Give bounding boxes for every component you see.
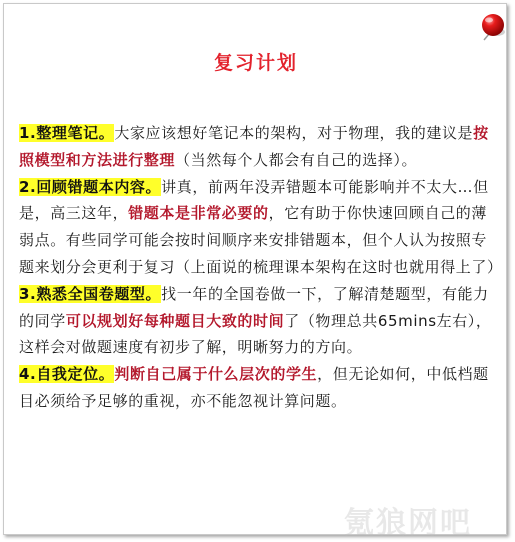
plan-list xyxy=(19,120,503,415)
plan-item-heading: 3.熟悉全国卷题型。 xyxy=(19,284,162,303)
page-title: 复习计划 xyxy=(213,52,298,74)
plan-item-text: （当然每个人都会有自己的选择）。 xyxy=(175,150,418,169)
plan-item-emphasis: 判断自己属于什么层次的学生 xyxy=(114,365,318,384)
plan-item-text: 大家应该想好笔记本的架构，对于物理，我的建议是 xyxy=(114,124,474,142)
plan-item-emphasis: 错题本是非常必要的 xyxy=(128,204,269,223)
plan-item-text: 了（物理总共65mins左右），这样会对做题速度有初步了解，明晰努力的方向。 xyxy=(19,311,492,357)
plan-item-text: ，但无论如何，中低档题目必须给予足够的重视，亦不能忽视计算问题。 xyxy=(19,365,489,410)
plan-item-emphasis: 按照模型和方法进行整理 xyxy=(19,124,489,169)
plan-item-1 xyxy=(19,120,497,174)
plan-item-4 xyxy=(19,361,497,415)
content-card xyxy=(3,3,507,541)
plan-item-heading: 1.整理笔记。 xyxy=(19,124,115,142)
watermark: 氪狼网吧 xyxy=(344,506,472,541)
plan-item-emphasis: 可以规划好每种题目大致的时间 xyxy=(65,311,285,330)
red-pushpin-icon xyxy=(479,12,509,42)
plan-item-text: ，它有助于你快速回顾自己的薄弱点。有些同学可能会按时间顺序来安排错题本，但个人认为按照专题来划分会更利于复习（上面说的梳理课本架构在这时也就用得上了） xyxy=(19,204,503,276)
plan-item-heading: 4.自我定位。 xyxy=(19,365,115,384)
plan-item-3 xyxy=(19,281,497,361)
plan-item-text: 找一年的全国卷做一下，了解清楚题型，有能力的同学 xyxy=(19,284,489,330)
plan-item-text: 讲真，前两年没弄错题本可能影响并不太大…但是，高三这年， xyxy=(19,177,489,223)
plan-item-heading: 2.回顾错题本内容。 xyxy=(19,177,162,196)
plan-item-2 xyxy=(19,174,503,281)
